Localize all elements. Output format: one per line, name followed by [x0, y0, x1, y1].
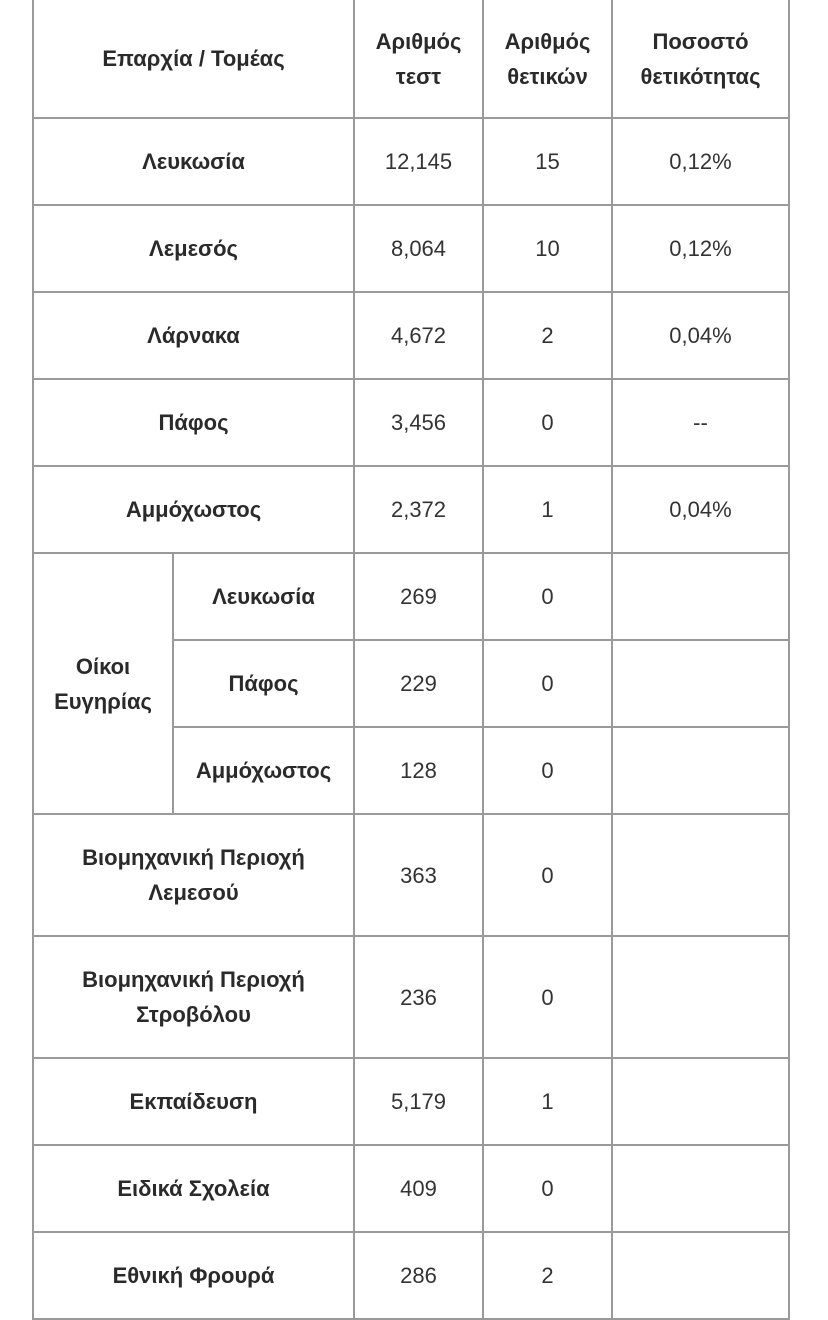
row-label-line1: Βιομηχανική Περιοχή — [82, 967, 305, 992]
covid-test-results-table — [32, 0, 790, 1320]
rate-cell — [612, 640, 789, 727]
rate-cell: 0,12% — [612, 118, 789, 205]
tests-cell: 236 — [354, 936, 483, 1058]
table-row — [33, 1145, 789, 1232]
tests-cell: 4,672 — [354, 292, 483, 379]
tests-cell: 5,179 — [354, 1058, 483, 1145]
row-label: Εκπαίδευση — [33, 1058, 354, 1145]
positives-cell: 0 — [483, 640, 612, 727]
header-tests-line1: Αριθμός — [375, 28, 462, 54]
row-label: Λευκωσία — [33, 118, 354, 205]
table-row — [33, 292, 789, 379]
tests-cell: 8,064 — [354, 205, 483, 292]
row-label — [33, 814, 354, 936]
row-label: Λεμεσός — [33, 205, 354, 292]
header-rate-line1: Ποσοστό — [652, 28, 749, 54]
header-tests — [354, 0, 483, 118]
rate-cell — [612, 727, 789, 814]
table-row — [33, 205, 789, 292]
rate-cell — [612, 814, 789, 936]
row-label-line2: Λεμεσού — [148, 880, 239, 905]
row-label-line2: Στροβόλου — [136, 1002, 251, 1027]
table-row — [33, 936, 789, 1058]
tests-cell: 409 — [354, 1145, 483, 1232]
table-row — [33, 118, 789, 205]
tests-cell: 2,372 — [354, 466, 483, 553]
header-tests-line2: τεστ — [395, 63, 442, 89]
row-label-line1: Βιομηχανική Περιοχή — [82, 845, 305, 870]
tests-cell: 269 — [354, 553, 483, 640]
rate-cell: 0,12% — [612, 205, 789, 292]
positives-cell: 0 — [483, 936, 612, 1058]
positives-cell: 0 — [483, 814, 612, 936]
header-positives-line1: Αριθμός — [504, 28, 591, 54]
tests-cell: 128 — [354, 727, 483, 814]
results-table-container — [32, 0, 790, 1320]
row-label: Λευκωσία — [173, 553, 354, 640]
rate-cell — [612, 1232, 789, 1319]
header-region-label: Επαρχία / Τομέας — [102, 46, 285, 71]
rate-cell: 0,04% — [612, 466, 789, 553]
rate-cell — [612, 936, 789, 1058]
row-label: Αμμόχωστος — [33, 466, 354, 553]
positives-cell: 0 — [483, 379, 612, 466]
positives-cell: 2 — [483, 1232, 612, 1319]
rate-cell — [612, 1145, 789, 1232]
positives-cell: 0 — [483, 727, 612, 814]
header-row — [33, 0, 789, 118]
tests-cell: 363 — [354, 814, 483, 936]
rate-cell — [612, 1058, 789, 1145]
rate-cell: 0,04% — [612, 292, 789, 379]
positives-cell: 2 — [483, 292, 612, 379]
table-row — [33, 466, 789, 553]
row-label: Ειδικά Σχολεία — [33, 1145, 354, 1232]
row-label: Πάφος — [33, 379, 354, 466]
positives-cell: 15 — [483, 118, 612, 205]
tests-cell: 12,145 — [354, 118, 483, 205]
row-label: Πάφος — [173, 640, 354, 727]
table-row — [33, 814, 789, 936]
row-label: Αμμόχωστος — [173, 727, 354, 814]
rate-cell — [612, 553, 789, 640]
row-label — [33, 936, 354, 1058]
tests-cell: 229 — [354, 640, 483, 727]
positives-cell: 1 — [483, 466, 612, 553]
row-label: Εθνική Φρουρά — [33, 1232, 354, 1319]
positives-cell: 0 — [483, 1145, 612, 1232]
header-region — [33, 0, 354, 118]
positives-cell: 1 — [483, 1058, 612, 1145]
header-rate-line2: θετικότητας — [640, 63, 761, 89]
table-row — [33, 1232, 789, 1319]
row-label: Λάρνακα — [33, 292, 354, 379]
tests-cell: 3,456 — [354, 379, 483, 466]
care-homes-group-label — [33, 553, 173, 814]
table-row — [33, 553, 789, 640]
rate-cell: -- — [612, 379, 789, 466]
header-rate — [612, 0, 789, 118]
header-positives — [483, 0, 612, 118]
care-homes-group-line1: Οίκοι — [75, 653, 131, 679]
positives-cell: 10 — [483, 205, 612, 292]
table-row — [33, 1058, 789, 1145]
positives-cell: 0 — [483, 553, 612, 640]
header-positives-line2: θετικών — [507, 63, 588, 89]
table-row — [33, 379, 789, 466]
care-homes-group-line2: Ευγηρίας — [54, 688, 152, 714]
tests-cell: 286 — [354, 1232, 483, 1319]
